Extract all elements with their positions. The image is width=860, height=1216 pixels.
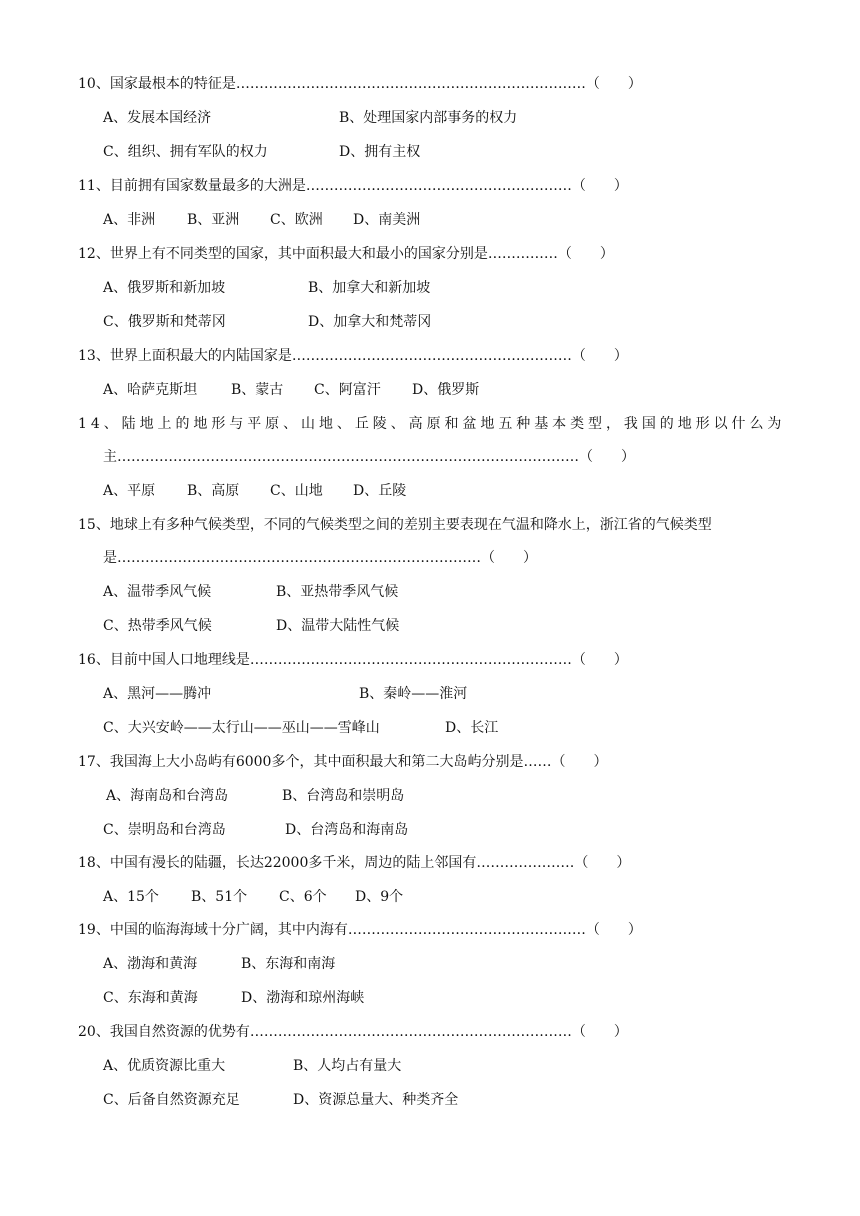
question-14-stem: 1 4 、 陆 地 上 的 地 形 与 平 原 、 山 地 、 丘 陵 、 高 原 和 盆 地 五 种 基 本 类 型 ， 我 国 的 地 形 以 什 么 为 <box>78 416 782 432</box>
question-19-stem: 19、中国的临海海域十分广阔，其中内海有……………………………………………（ ） <box>78 922 642 938</box>
option-d: D、渤海和琼州海峡 <box>241 990 365 1006</box>
option-d: D、南美洲 <box>353 212 421 228</box>
question-16-stem: 16、目前中国人口地理线是……………………………………………………………（ ） <box>78 652 628 668</box>
option-a: A、海南岛和台湾岛 <box>106 788 229 804</box>
option-c: C、组织、拥有军队的权力 <box>103 144 268 160</box>
option-d: D、9个 <box>355 889 404 905</box>
option-c: C、俄罗斯和梵蒂冈 <box>103 314 226 330</box>
option-d: D、丘陵 <box>353 483 407 499</box>
question-13-stem: 13、世界上面积最大的内陆国家是……………………………………………………（ ） <box>78 348 628 364</box>
question-15-stem-continued: 是……………………………………………………………………（ ） <box>103 550 537 566</box>
option-b: B、处理国家内部事务的权力 <box>339 110 518 126</box>
question-17-stem: 17、我国海上大小岛屿有6000多个，其中面积最大和第二大岛屿分别是……（ ） <box>78 754 608 770</box>
option-d: D、加拿大和梵蒂冈 <box>308 314 432 330</box>
option-c: C、东海和黄海 <box>103 990 198 1006</box>
option-c: C、6个 <box>279 889 327 905</box>
option-c: C、阿富汗 <box>314 382 381 398</box>
option-c: C、山地 <box>270 483 323 499</box>
option-b: B、东海和南海 <box>241 956 336 972</box>
option-b: B、秦岭——淮河 <box>359 686 468 702</box>
option-a: A、非洲 <box>103 212 156 228</box>
option-d: D、俄罗斯 <box>412 382 480 398</box>
option-b: B、台湾岛和崇明岛 <box>282 788 405 804</box>
option-a: A、温带季风气候 <box>103 584 212 600</box>
question-11-stem: 11、目前拥有国家数量最多的大洲是…………………………………………………（ ） <box>78 178 628 194</box>
option-d: D、台湾岛和海南岛 <box>285 822 409 838</box>
option-b: B、人均占有量大 <box>293 1058 402 1074</box>
option-d: D、资源总量大、种类齐全 <box>293 1092 459 1108</box>
option-b: B、51个 <box>191 889 248 905</box>
option-b: B、蒙古 <box>231 382 284 398</box>
option-c: C、欧洲 <box>270 212 323 228</box>
option-a: A、俄罗斯和新加坡 <box>103 280 226 296</box>
option-a: A、15个 <box>103 889 159 905</box>
question-14-stem-continued: 主………………………………………………………………………………………（ ） <box>103 449 635 465</box>
option-a: A、发展本国经济 <box>103 110 212 126</box>
option-d: D、温带大陆性气候 <box>276 618 400 634</box>
option-c: C、热带季风气候 <box>103 618 212 634</box>
option-d: D、拥有主权 <box>339 144 421 160</box>
question-20-stem: 20、我国自然资源的优势有……………………………………………………………（ ） <box>78 1024 628 1040</box>
option-b: B、加拿大和新加坡 <box>308 280 431 296</box>
option-a: A、黑河——腾冲 <box>103 686 212 702</box>
option-b: B、亚热带季风气候 <box>276 584 399 600</box>
option-a: A、哈萨克斯坦 <box>103 382 198 398</box>
question-10-stem: 10、国家最根本的特征是…………………………………………………………………（ ） <box>78 76 642 92</box>
option-b: B、高原 <box>187 483 240 499</box>
question-18-stem: 18、中国有漫长的陆疆，长达22000多千米，周边的陆上邻国有…………………（ ） <box>78 855 631 871</box>
option-b: B、亚洲 <box>187 212 240 228</box>
option-d: D、长江 <box>445 720 499 736</box>
option-c: C、后备自然资源充足 <box>103 1092 240 1108</box>
option-a: A、优质资源比重大 <box>103 1058 226 1074</box>
option-c: C、大兴安岭——太行山——巫山——雪峰山 <box>103 720 380 736</box>
question-12-stem: 12、世界上有不同类型的国家，其中面积最大和最小的国家分别是……………（ ） <box>78 246 614 262</box>
option-a: A、平原 <box>103 483 156 499</box>
option-c: C、崇明岛和台湾岛 <box>103 822 226 838</box>
question-20-options-row2 <box>103 1090 459 1150</box>
option-a: A、渤海和黄海 <box>103 956 198 972</box>
question-15-stem: 15、地球上有多种气候类型，不同的气候类型之间的差别主要表现在气温和降水上，浙江省的气候类型 <box>78 517 712 533</box>
